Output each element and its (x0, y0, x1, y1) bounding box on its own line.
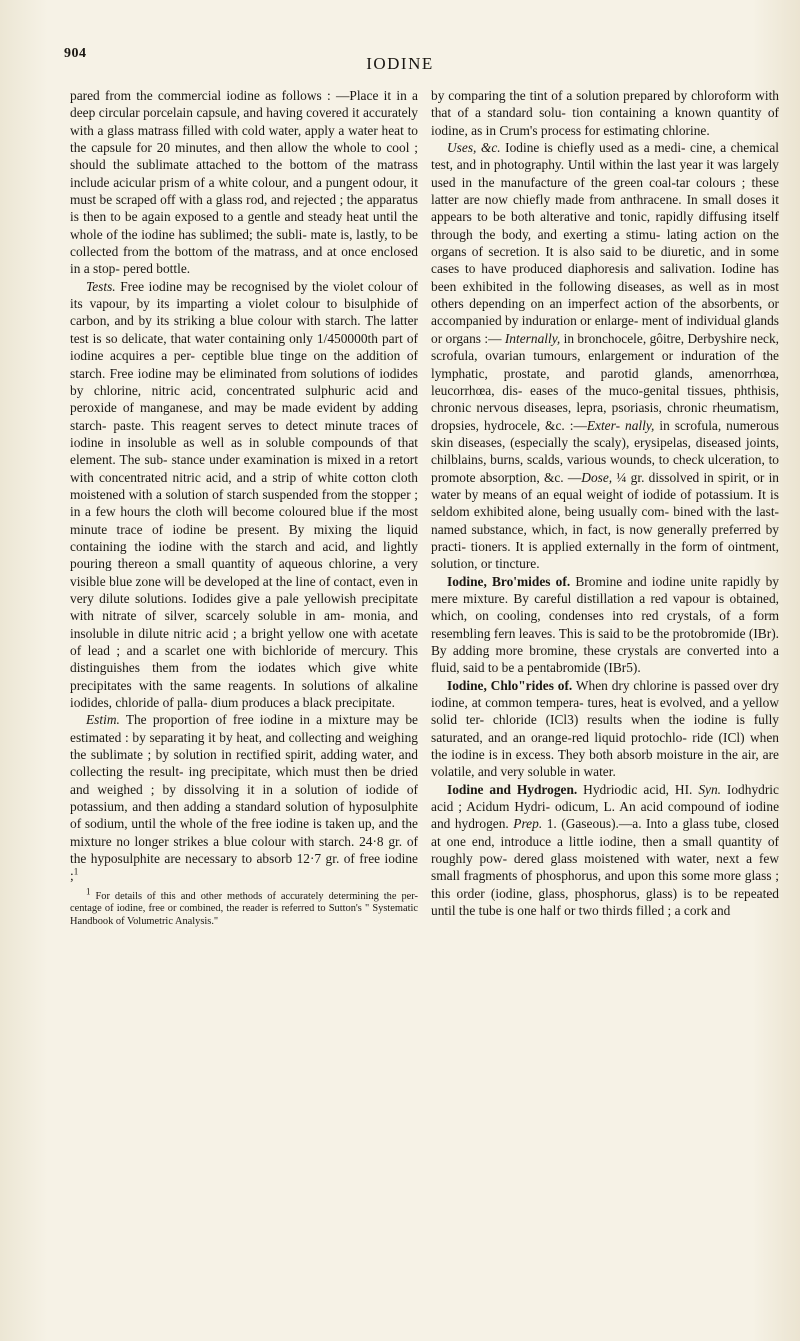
bromides-text: Bromine and iodine unite rapidly by mere mixture. By careful distillation a red vapour is obtained, which, on cooling, condenses into red crystals, of a form resembling fern leaves. This is said to be the protobromide (IBr). By adding more bromine, these crystals are converted into a fluid, said to be a pentabromide (IBr5). (431, 573, 779, 676)
chlorides-heading: Iodine, Chlo"rides of. (447, 677, 573, 693)
internally-text: in bronchocele, gôitre, Derbyshire neck, scrofula, ovarian tumours, enlargement or induration of the lymphatic, prostate, and parotid glands, amenorrhœa, leucorrhœa, dis- eases of the muco-genital tissues, phthisis, chronic nervous diseases, lepra, psoriasis, chronic rheumatism, dropsies, hydrocele, &c. :— (431, 330, 779, 433)
externally-heading: Exter- nally, (586, 417, 655, 433)
chlorides-text: When dry chlorine is passed over dry iodine, at common tempera- tures, heat is evolved, and a yellow solid ter- chloride (ICl3) results when the iodine is fully saturated, and an orange-red liquid protochlo- ride (ICl) when the iodine is in excess. They both absorb moisture in the air, are volatile, and very soluble in water. (431, 677, 779, 780)
estim-heading: Estim. (86, 712, 120, 728)
hydriodic-title: Hydriodic acid, HI. (583, 781, 693, 797)
uses-text: Iodine is chiefly used as a medi- cine, a chemical test, and in photography. Until within the last year it was largely used in the manufacture of the green coal-tar colours ; these latter are now chiefly made from anthracene. In small doses it appears to be both alterative and tonic, rapidly diffusing itself through the body, and exerting a stimu- lating action on the organs of secretion. It is also said to be diuretic, and in some cases to have produced diaphoresis and salivation. Iodine has been exhibited in the following diseases, as well as in most others depending on an imperfect action of the absorbents, or accompanied by induration or enlarge- ment of individual glands or organs :— (431, 140, 779, 346)
footnote (70, 886, 418, 928)
paragraph-hydrogen (431, 781, 779, 920)
dose-text: ¼ gr. dissolved in spirit, or in water by means of an equal weight of iodide of potassium. It is seldom exhibited alone, being usually com- bined with the last-named substance, which, in fact, is now generally preferred by practi- tioners. It is applied externally in the form of ointment, solution, or tincture. (431, 469, 779, 572)
bromides-heading: Iodine, Bro'mides of. (447, 573, 571, 589)
paragraph-bromides (431, 573, 779, 677)
prep-text: 1. (Gaseous).—a. Into a glass tube, closed at one end, introduce a little iodine, then a small quantity of roughly pow- dered glass moistened with water, next a few small fragments of phosphorus, and upon this some more glass ; this order (iodine, glass, phosphorus, glass) is to be repeated until the tube is one half or two thirds filled ; a cork and (431, 816, 779, 919)
dose-heading: Dose, (581, 469, 613, 485)
paragraph-chlorides (431, 677, 779, 781)
paragraph-uses (431, 139, 779, 573)
paragraph-preparation: pared from the commercial iodine as follows : —Place it in a deep circular porcelain capsule, and having covered it accurately with a glass matrass filled with cold water, apply a water heat to the capsule for 20 minutes, and then allow the whole to cool ; should the sublimate attached to the bottom of the matrass include acicular prism of a white colour, and a pungent odour, it must be scraped off with a glass rod, and rejected ; the apparatus is then to be again exposed to a gentle and steady heat until the whole of the iodine has sublimed; the subli- mate is, lastly, to be collected from the bottom of the matrass, and at once enclosed in a stop- pered bottle. (70, 88, 418, 277)
paragraph-estimation (70, 711, 418, 884)
uses-heading: Uses, &c. (447, 140, 501, 156)
running-title: IODINE (366, 54, 434, 73)
synonym-heading: Syn. (698, 781, 721, 797)
synonym-text: Iodhydric acid ; Acidum Hydri- odicum, L. (431, 781, 779, 815)
paragraph-tests (70, 278, 418, 712)
hydriodic-text: An acid compound of iodine and hydrogen. (431, 799, 780, 832)
left-column (70, 87, 418, 928)
footnote-reference: 1 (73, 867, 79, 877)
tests-heading: Tests. (86, 278, 116, 294)
prep-heading: Prep. (513, 816, 543, 832)
footnote-marker: 1 (86, 886, 91, 897)
paragraph-continuation: by comparing the tint of a solution prepared by chloroform with that of a standard solu- tion containing a known quantity of iodine, as in Crum's process for estimating chlorine. (431, 88, 779, 138)
footnote-text: For details of this and other methods of accurately determining the per-centage of iodine, free or combined, the reader is referred to Sutton's " Systematic Handbook of Volumetric Analysis." (70, 890, 418, 927)
hydrogen-heading: Iodine and Hydrogen. (447, 781, 578, 797)
page-number: 904 (64, 46, 87, 61)
internally-heading: Internally, (504, 330, 561, 346)
externally-text: in scrofula, numerous skin diseases, (especially the scaly), erysipelas, diseased joints, chilblains, burns, scalds, various wounds, to check ulceration, to promote absorption, &c. — (431, 417, 779, 485)
right-column (431, 87, 779, 920)
tests-text: Free iodine may be recognised by the violet colour of its vapour, by its imparting a violet colour to bisulphide of carbon, and by its striking a blue colour with starch. The latter test is so delicate, that water containing only 1/450000th part of iodine acquires a per- ceptible blue tinge on the addition of starch. Free iodine may be eliminated from solutions of iodides by chlorine, nitric acid, concentrated sulphuric acid and peroxide of manganese, and may be made evident by adding starch- paste. This reagent serves to detect minute traces of iodine in insoluble as well as in soluble compounds of that element. The sub- stance under examination is mixed in a retort with concentrated nitric acid, and a strip of white cotton cloth moistened with a solution of starch suspended from the stopper ; in a few hours the cloth will become coloured blue if the most minute trace of iodine be present. By mixing the liquid containing the iodine with the starch and acid, and lightly pouring thereon a small quantity of aqueous chlorine, a very visible blue zone will be developed at the line of contact, even in very dilute solutions. Iodides give a pale yellowish precipitate with nitrate of silver, scarcely soluble in am- monia, and insoluble in dilute nitric acid ; a bright yellow one with acetate of lead ; and a scarlet one with bichloride of mercury. This distinguishes them from the iodates which give white precipitates with the same reagents. In solutions of alkaline iodides, chloride of palla- dium produces a black precipitate. (70, 278, 418, 711)
estim-text: The proportion of free iodine in a mixture may be estimated : by separating it by heat, and collecting and weighing the sublimate ; by solution in rectified spirit, adding water, and collecting the result- ing precipitate, which must then be dried and weighed ; by dissolving it in a solution of iodide of potassium, and then adding a standard solution of hyposulphite of sodium, until the whole of the free iodine is taken up, and the mixture no longer strikes a blue colour with starch. 24·8 gr. of the hyposulphite are necessary to absorb 12·7 gr. of free iodine ; (70, 712, 418, 884)
